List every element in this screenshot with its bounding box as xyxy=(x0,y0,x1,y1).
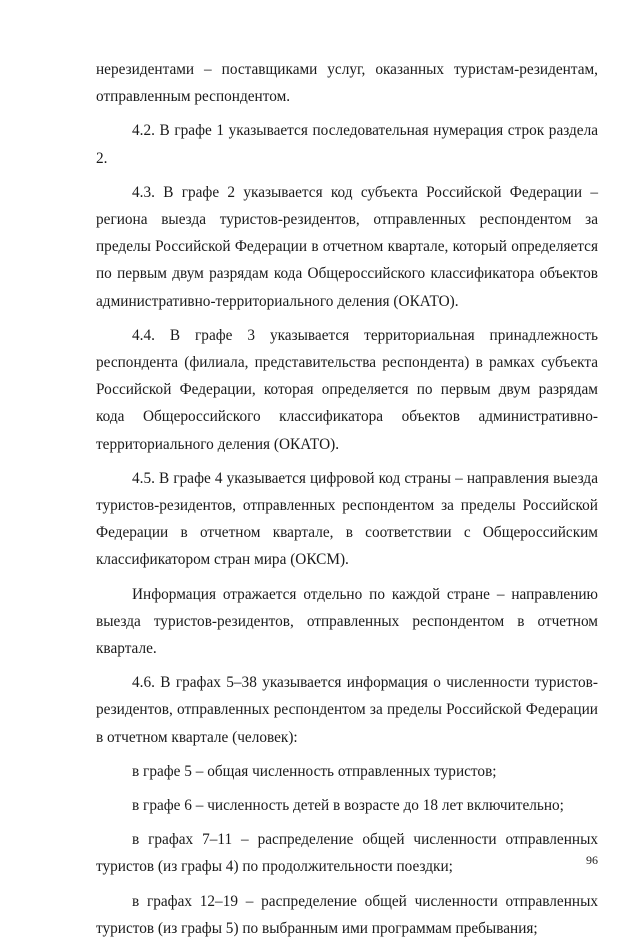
paragraph-information: Информация отражается отдельно по каждой стране – направлению выезда туристов-резидентов, отправленных респондентом в отчетном квартале. xyxy=(96,585,598,658)
document-page xyxy=(96,56,598,942)
paragraph-4-6: 4.6. В графах 5–38 указывается информация о численности туристов-резидентов, отправленных респондентом за пределы Российской Федерации в отчетном квартале (человек): xyxy=(96,674,598,746)
paragraph-4-5: 4.5. В графе 4 указывается цифровой код страны – направления выезда туристов-резидентов, отправленных респондентом за пределы Российской Федерации в отчетном квартале, в соответствии с Общероссийским классификатором стран мира (ОКСМ). xyxy=(96,469,598,569)
paragraph-4-2: 4.2. В графе 1 указывается последовательная нумерация строк раздела 2. xyxy=(96,122,598,167)
list-item-columns-7-11: в графах 7–11 – распределение общей численности отправленных туристов (из графы 4) по продолжительности поездки; xyxy=(96,831,598,876)
list-item-column-5: в графе 5 – общая численность отправленных туристов; xyxy=(132,762,497,780)
list-item-column-6: в графе 6 – численность детей в возрасте до 18 лет включительно; xyxy=(132,797,564,815)
paragraph-4-4: 4.4. В графе 3 указывается территориальная принадлежность респондента (филиала, представительства респондента) в рамках субъекта Российской Федерации, которая определяется по первым двум разрядам кода Общероссийского классификатора объектов административно-территориального деления (ОКАТО). xyxy=(96,326,598,453)
paragraph-continuation: нерезидентами – поставщиками услуг, оказанных туристам-резидентам, отправленным респондентом. xyxy=(96,61,598,106)
page-number: 96 xyxy=(586,853,598,867)
paragraph-4-3: 4.3. В графе 2 указывается код субъекта Российской Федерации – региона выезда туристов-резидентов, отправленных респондентом за пределы Российской Федерации в отчетном квартале, который определяется по первым двум разрядам кода Общероссийского классификатора объектов административно-территориального деления (ОКАТО). xyxy=(96,183,598,310)
list-item-columns-12-19: в графах 12–19 – распределение общей численности отправленных туристов (из графы 5) по выбранным ими программам пребывания; xyxy=(96,892,598,937)
